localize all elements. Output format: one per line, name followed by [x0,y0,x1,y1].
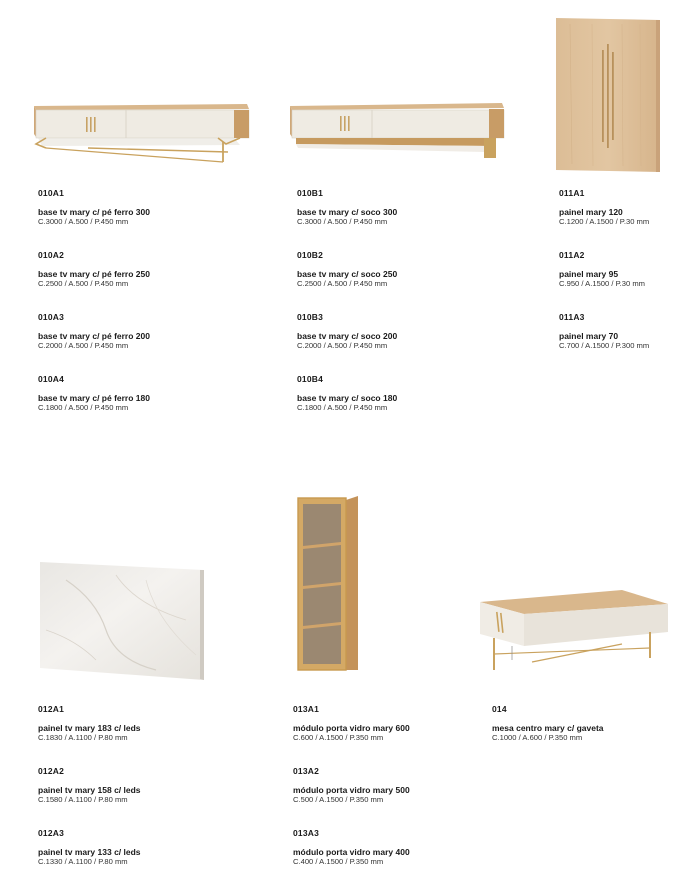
group-010B [297,188,397,436]
product-dims: C.1800 / A.500 / P.450 mm [297,403,388,412]
group-014 [492,704,604,766]
product-name: base tv mary c/ soco 200 [297,331,398,341]
product-dims: C.1200 / A.1500 / P.30 mm [559,217,650,226]
product-code: 011A1 [559,188,585,198]
product-name: painel mary 70 [559,331,619,341]
product-name: painel tv mary 133 c/ leds [38,847,141,857]
product-name: painel tv mary 183 c/ leds [38,723,141,733]
product-dims: C.1000 / A.600 / P.350 mm [492,733,583,742]
product-name: painel mary 95 [559,269,619,279]
product-010A3 [38,312,150,350]
coffee-table-image [472,588,672,678]
product-name: painel tv mary 158 c/ leds [38,785,141,795]
product-name: painel mary 120 [559,207,623,217]
product-dims: C.3000 / A.500 / P.450 mm [38,217,129,226]
product-code: 014 [492,704,507,714]
marble-tv-panel-image [36,560,208,682]
group-013A [293,704,410,890]
tv-base-iron-legs-image [28,100,253,166]
product-013A3 [293,828,410,866]
wood-panel-image [552,14,664,176]
product-010A4 [38,374,150,412]
product-code: 012A2 [38,766,65,776]
product-code: 013A1 [293,704,320,714]
group-010A [38,188,150,436]
product-012A3 [38,828,141,866]
product-010A2 [38,250,150,288]
product-code: 010B4 [297,374,324,384]
product-dims: C.950 / A.1500 / P.30 mm [559,279,645,288]
product-010B2 [297,250,397,288]
product-code: 010B1 [297,188,324,198]
product-011A1 [559,188,649,226]
group-012A [38,704,141,890]
product-012A2 [38,766,141,804]
product-013A1 [293,704,410,742]
product-dims: C.3000 / A.500 / P.450 mm [297,217,388,226]
product-name: módulo porta vidro mary 500 [293,785,410,795]
product-010B3 [297,312,397,350]
product-dims: C.2500 / A.500 / P.450 mm [297,279,388,288]
product-dims: C.2000 / A.500 / P.450 mm [38,341,129,350]
product-name: base tv mary c/ pé ferro 250 [38,269,150,279]
product-010A1 [38,188,150,226]
product-dims: C.700 / A.1500 / P.300 mm [559,341,650,350]
product-name: módulo porta vidro mary 600 [293,723,410,733]
tv-base-plinth-image [284,100,509,166]
product-code: 010A4 [38,374,65,384]
product-name: base tv mary c/ pé ferro 300 [38,207,150,217]
product-010B4 [297,374,397,412]
product-dims: C.1330 / A.1100 / P.80 mm [38,857,128,866]
product-dims: C.500 / A.1500 / P.350 mm [293,795,384,804]
product-code: 012A3 [38,828,65,838]
product-code: 010A3 [38,312,65,322]
product-012A1 [38,704,141,742]
product-011A3 [559,312,649,350]
product-code: 011A2 [559,250,585,260]
product-code: 013A2 [293,766,320,776]
product-014 [492,704,604,742]
product-code: 010A1 [38,188,65,198]
product-name: base tv mary c/ soco 300 [297,207,398,217]
product-code: 011A3 [559,312,585,322]
product-name: base tv mary c/ pé ferro 200 [38,331,150,341]
product-dims: C.2500 / A.500 / P.450 mm [38,279,129,288]
product-name: módulo porta vidro mary 400 [293,847,410,857]
product-dims: C.600 / A.1500 / P.350 mm [293,733,384,742]
product-011A2 [559,250,649,288]
product-dims: C.1830 / A.1100 / P.80 mm [38,733,128,742]
product-code: 010B2 [297,250,324,260]
product-013A2 [293,766,410,804]
product-dims: C.1580 / A.1100 / P.80 mm [38,795,128,804]
product-name: base tv mary c/ soco 250 [297,269,398,279]
product-name: base tv mary c/ pé ferro 180 [38,393,150,403]
product-code: 010B3 [297,312,324,322]
product-dims: C.2000 / A.500 / P.450 mm [297,341,388,350]
product-name: base tv mary c/ soco 180 [297,393,398,403]
group-011A [559,188,649,374]
product-code: 013A3 [293,828,320,838]
product-code: 012A1 [38,704,65,714]
product-name: mesa centro mary c/ gaveta [492,723,604,733]
glass-door-cabinet-image [292,494,362,676]
product-code: 010A2 [38,250,65,260]
product-dims: C.400 / A.1500 / P.350 mm [293,857,384,866]
product-010B1 [297,188,397,226]
product-dims: C.1800 / A.500 / P.450 mm [38,403,129,412]
